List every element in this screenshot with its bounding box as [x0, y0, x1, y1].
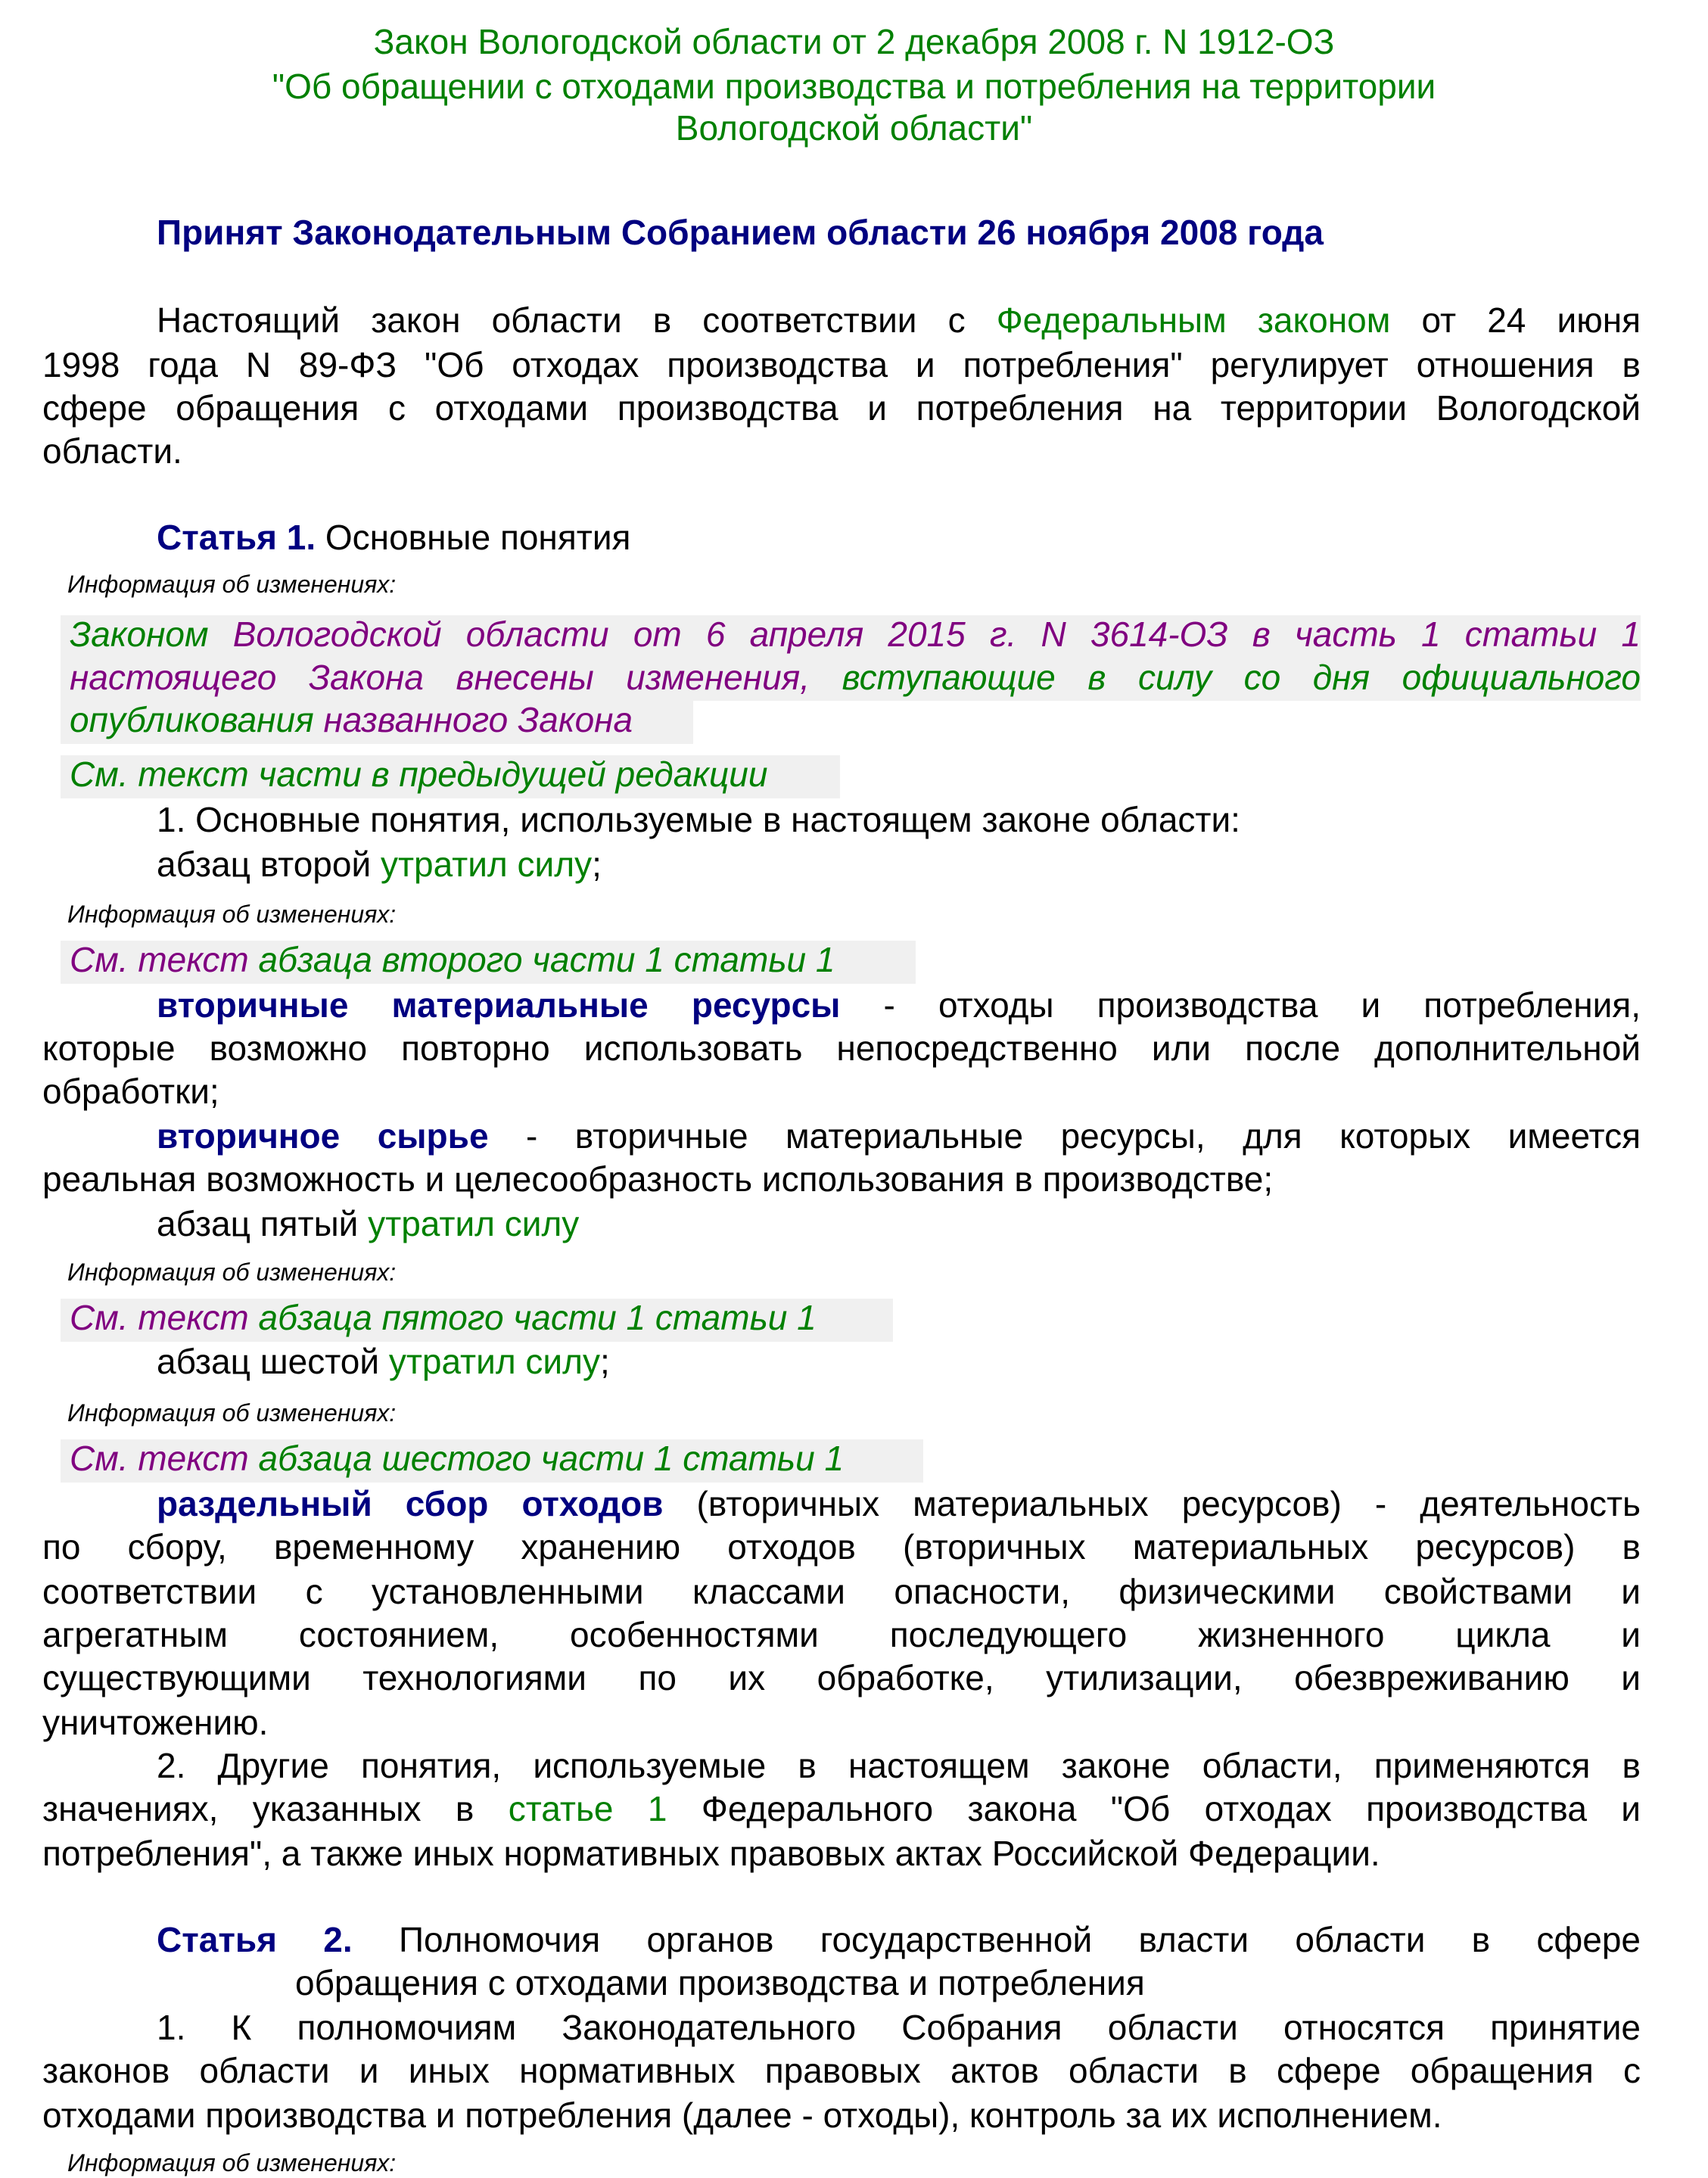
article-1-part-2-line-3: потребления", а также иных нормативных правовых актах Российской Федерации. — [42, 1834, 1380, 1873]
article-2-title-line-2: обращения с отходами производства и потребления — [295, 1963, 1145, 2002]
article-1-part-2-line-2 — [42, 1787, 1641, 1831]
see-text-label: См. текст — [70, 1298, 249, 1337]
paragraph-label: абзац пятый — [157, 1204, 359, 1243]
change-note-box — [61, 615, 1641, 701]
preamble-line-4: области. — [42, 431, 182, 471]
term-definition: - отходы производства и потребления, — [883, 985, 1641, 1025]
effective-date-link[interactable]: вступающие в силу со дня официального — [842, 658, 1641, 697]
see-text-label: См. текст — [70, 940, 249, 979]
preamble-line-1 — [157, 298, 1641, 342]
preamble-line-3: сфере обращения с отходами производства и потребления на территории Вологодской — [42, 388, 1641, 428]
article-2-part-1-line-2: законов области и иных нормативных правовых актов области в сфере обращения с — [42, 2051, 1641, 2090]
term-separate-collection-line-3: соответствии с установленными классами опасности, физическими свойствами и — [42, 1572, 1641, 1611]
see-text-box — [61, 941, 916, 984]
see-text-label: См. текст — [70, 1439, 249, 1478]
see-paragraph-6-link[interactable]: абзаца шестого части 1 статьи 1 — [258, 1439, 845, 1478]
term-secondary-raw-line-1 — [157, 1114, 1641, 1158]
repealed-link[interactable]: утратил силу — [380, 845, 593, 884]
change-note-box-tail — [61, 701, 693, 744]
repealed-link[interactable]: утратил силу — [388, 1342, 600, 1381]
previous-edition-link[interactable]: См. текст части в предыдущей редакции — [70, 755, 768, 794]
change-note-text: названного Закона — [323, 700, 633, 739]
effective-date-link[interactable]: опубликования — [70, 700, 314, 739]
document-title-line-2: "Об обращении с отходами производства и потребления на территории — [272, 67, 1436, 106]
see-paragraph-5-link[interactable]: абзаца пятого части 1 статьи 1 — [258, 1298, 817, 1337]
term-separate-collection-line-4: агрегатным состоянием, особенностями последующего жизненного цикла и — [42, 1615, 1641, 1654]
change-note-line-2 — [70, 655, 1641, 699]
term-secondary-raw: вторичное сырье — [157, 1116, 489, 1156]
term-secondary-resources-line-3: обработки; — [42, 1072, 219, 1111]
article-2-part-1-line-3: отходами производства и потребления (далее - отходы), контроль за их исполнением. — [42, 2096, 1442, 2135]
article-1-heading — [157, 515, 630, 559]
term-secondary-resources-line-2: которые возможно повторно использовать непосредственно или после дополнительной — [42, 1028, 1641, 1068]
semicolon: ; — [592, 845, 602, 884]
paragraph-6-repealed — [157, 1339, 610, 1383]
change-info-label: Информация об изменениях: — [67, 1259, 397, 1286]
term-secondary-resources-line-1 — [157, 983, 1641, 1027]
term-separate-collection-line-1 — [157, 1482, 1641, 1526]
term-separate-collection: раздельный сбор отходов — [157, 1484, 664, 1523]
see-paragraph-2-link[interactable]: абзаца второго части 1 статьи 1 — [258, 940, 835, 979]
article-1-title: Основные понятия — [325, 518, 631, 557]
term-separate-collection-line-2: по сбору, временному хранению отходов (вторичных материальных ресурсов) в — [42, 1527, 1641, 1567]
article-2-part-1-line-1: 1. К полномочиям Законодательного Собрания области относятся принятие — [157, 2008, 1641, 2047]
semicolon: ; — [599, 1342, 610, 1381]
article-2-heading — [157, 1918, 1641, 1962]
previous-edition-box — [61, 755, 840, 798]
term-separate-collection-line-6: уничтожению. — [42, 1703, 269, 1742]
change-note-line-1 — [70, 612, 1641, 656]
change-info-label: Информация об изменениях: — [67, 1399, 397, 1427]
term-definition: - вторичные материальные ресурсы, для которых имеется — [525, 1116, 1641, 1156]
change-info-label: Информация об изменениях: — [67, 901, 397, 928]
change-note-text: Вологодской области от 6 апреля 2015 г. N 3614-ОЗ в часть 1 статьи 1 — [232, 615, 1641, 654]
paragraph-label: абзац шестой — [157, 1342, 380, 1381]
see-text-line — [70, 938, 835, 982]
term-secondary-raw-line-2: реальная возможность и целесообразность использования в производстве; — [42, 1159, 1274, 1199]
article-2-label: Статья 2. — [157, 1920, 353, 1959]
article-2-title: Полномочия органов государственной власти области в сфере — [398, 1920, 1641, 1959]
change-note-line-3 — [70, 698, 633, 742]
document-title-line-3: Вологодской области" — [675, 108, 1033, 148]
change-info-label: Информация об изменениях: — [67, 2149, 397, 2176]
article-1-part-2-line-1: 2. Другие понятия, используемые в настоящем законе области, применяются в — [157, 1746, 1641, 1785]
document-title-line-1: Закон Вологодской области от 2 декабря 2008 г. N 1912-ОЗ — [373, 22, 1335, 61]
article-1-federal-link[interactable]: статье 1 — [508, 1789, 667, 1828]
amending-law-link[interactable]: Законом — [70, 615, 209, 654]
part-2-text: значениях, указанных в — [42, 1789, 474, 1828]
term-separate-collection-line-5: существующими технологиями по их обработке, утилизации, обезвреживанию и — [42, 1658, 1641, 1697]
term-definition: (вторичных материальных ресурсов) - деятельность — [696, 1484, 1641, 1523]
part-2-text: Федерального закона "Об отходах производства и — [701, 1789, 1641, 1828]
change-info-label: Информация об изменениях: — [67, 571, 397, 598]
adopted-heading: Принят Законодательным Собранием области 26 ноября 2008 года — [157, 213, 1324, 252]
see-text-line — [70, 1436, 844, 1480]
see-text-line — [70, 1296, 817, 1339]
see-text-box — [61, 1299, 893, 1342]
repealed-link[interactable]: утратил силу — [368, 1204, 580, 1243]
preamble-text: Настоящий закон области в соответствии с — [157, 300, 966, 340]
preamble-line-2: 1998 года N 89-ФЗ "Об отходах производства и потребления" регулирует отношения в — [42, 345, 1641, 384]
paragraph-2-repealed — [157, 842, 602, 886]
paragraph-label: абзац второй — [157, 845, 372, 884]
see-text-box — [61, 1439, 923, 1483]
paragraph-5-repealed — [157, 1202, 579, 1246]
article-1-label: Статья 1. — [157, 518, 316, 557]
preamble-text: от 24 июня — [1421, 300, 1641, 340]
federal-law-link[interactable]: Федеральным законом — [996, 300, 1391, 340]
term-secondary-resources: вторичные материальные ресурсы — [157, 985, 841, 1025]
change-note-text: настоящего Закона внесены изменения, — [70, 658, 810, 697]
article-1-part-1: 1. Основные понятия, используемые в настоящем законе области: — [157, 800, 1240, 839]
